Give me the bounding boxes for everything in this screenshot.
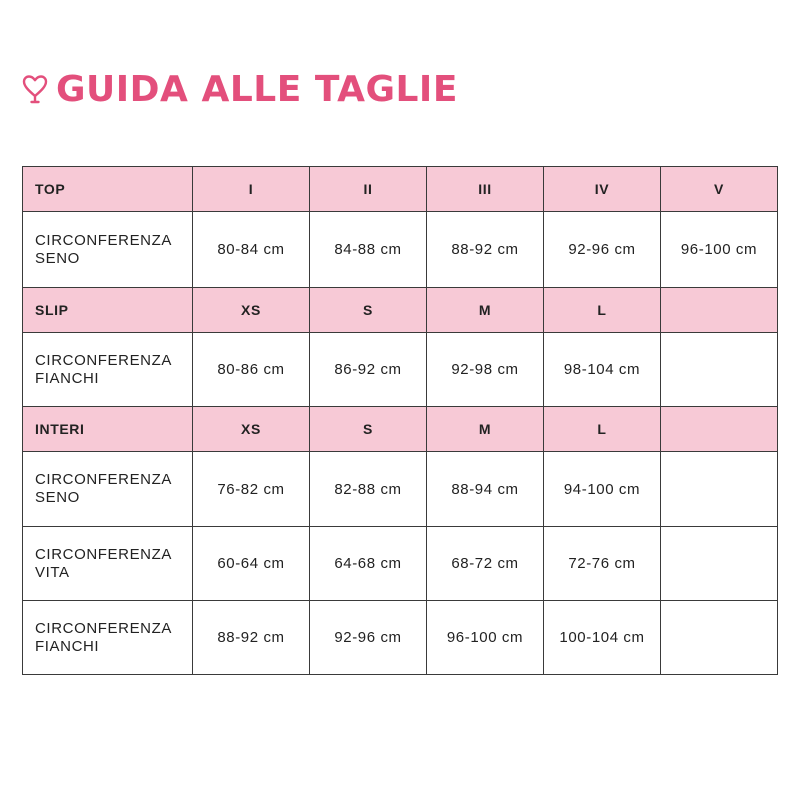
size-label: S bbox=[310, 288, 427, 333]
measure-cell: 96-100 cm bbox=[427, 601, 544, 675]
measure-cell: 80-84 cm bbox=[193, 212, 310, 288]
size-label: XS bbox=[193, 407, 310, 452]
size-label: L bbox=[544, 288, 661, 333]
label-line: CIRCONFERENZA bbox=[35, 545, 172, 563]
measure-cell: 64-68 cm bbox=[310, 527, 427, 601]
table-row bbox=[23, 333, 778, 407]
measure-cell: 76-82 cm bbox=[193, 452, 310, 527]
size-label bbox=[661, 407, 778, 452]
size-chart-table bbox=[22, 166, 778, 675]
table-row bbox=[23, 601, 778, 675]
label-line: SENO bbox=[35, 249, 80, 267]
measure-cell: 92-98 cm bbox=[427, 333, 544, 407]
size-label: L bbox=[544, 407, 661, 452]
size-label: V bbox=[661, 167, 778, 212]
measure-cell: 80-86 cm bbox=[193, 333, 310, 407]
size-label bbox=[661, 288, 778, 333]
measure-cell bbox=[661, 333, 778, 407]
page-header bbox=[22, 64, 458, 114]
measure-cell bbox=[661, 527, 778, 601]
section-name: INTERI bbox=[23, 407, 193, 452]
measurement-label bbox=[23, 601, 193, 675]
label-line: FIANCHI bbox=[35, 369, 100, 387]
size-label: M bbox=[427, 288, 544, 333]
measure-cell: 92-96 cm bbox=[544, 212, 661, 288]
measure-cell: 92-96 cm bbox=[310, 601, 427, 675]
section-header-slip bbox=[23, 288, 778, 333]
measure-cell: 88-92 cm bbox=[427, 212, 544, 288]
measurement-label bbox=[23, 212, 193, 288]
table-row bbox=[23, 212, 778, 288]
measure-cell: 100-104 cm bbox=[544, 601, 661, 675]
measure-cell: 72-76 cm bbox=[544, 527, 661, 601]
measure-cell bbox=[661, 601, 778, 675]
measure-cell: 88-92 cm bbox=[193, 601, 310, 675]
table-row bbox=[23, 452, 778, 527]
size-label: XS bbox=[193, 288, 310, 333]
size-label: I bbox=[193, 167, 310, 212]
size-label: S bbox=[310, 407, 427, 452]
measure-cell: 68-72 cm bbox=[427, 527, 544, 601]
measure-cell: 84-88 cm bbox=[310, 212, 427, 288]
measure-cell: 60-64 cm bbox=[193, 527, 310, 601]
table-row bbox=[23, 527, 778, 601]
measure-cell: 86-92 cm bbox=[310, 333, 427, 407]
measurement-label bbox=[23, 527, 193, 601]
label-line: CIRCONFERENZA bbox=[35, 471, 172, 488]
size-label: IV bbox=[544, 167, 661, 212]
measurement-label bbox=[23, 333, 193, 407]
size-label: M bbox=[427, 407, 544, 452]
heart-outline-icon bbox=[22, 74, 48, 104]
label-line: FIANCHI bbox=[35, 637, 100, 655]
section-name: SLIP bbox=[23, 288, 193, 333]
size-label: II bbox=[310, 167, 427, 212]
measure-cell: 94-100 cm bbox=[544, 452, 661, 527]
label-line: CIRCONFERENZA bbox=[35, 351, 172, 369]
label-line: CIRCONFERENZA bbox=[35, 619, 172, 637]
label-line: CIRCONFERENZA bbox=[35, 231, 172, 249]
measure-cell: 98-104 cm bbox=[544, 333, 661, 407]
page-title: GUIDA ALLE TAGLIE bbox=[56, 68, 458, 110]
measure-cell bbox=[661, 452, 778, 527]
section-name: TOP bbox=[23, 167, 193, 212]
measure-cell: 82-88 cm bbox=[310, 452, 427, 527]
size-label: III bbox=[427, 167, 544, 212]
measure-cell: 88-94 cm bbox=[427, 452, 544, 527]
measurement-label bbox=[23, 452, 193, 527]
section-header-interi bbox=[23, 407, 778, 452]
measure-cell: 96-100 cm bbox=[661, 212, 778, 288]
label-line: SENO bbox=[35, 489, 80, 506]
section-header-top bbox=[23, 167, 778, 212]
label-line: VITA bbox=[35, 563, 70, 581]
